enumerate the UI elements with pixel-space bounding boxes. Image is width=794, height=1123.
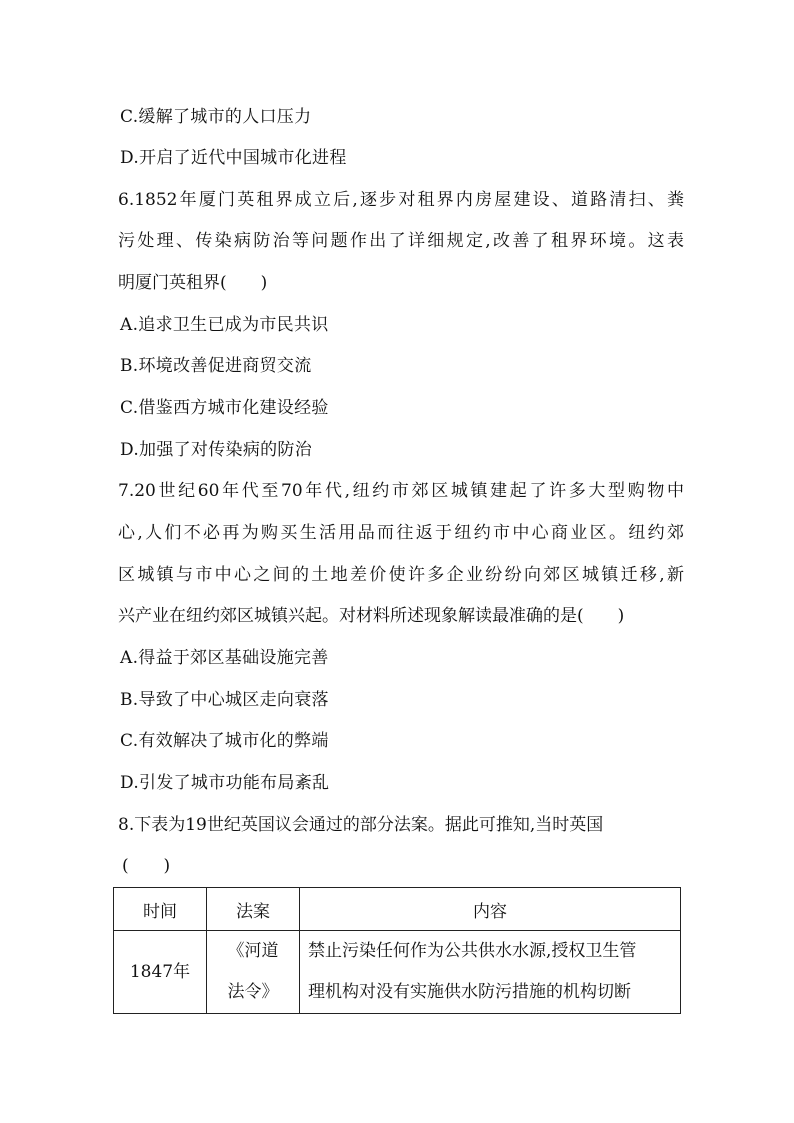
header-time: 时间 — [114, 888, 207, 931]
cell-law-line-2: 法令》 — [227, 982, 279, 1002]
q7-option-a: A.得益于郊区基础设施完善 — [120, 648, 329, 668]
header-content: 内容 — [300, 888, 681, 931]
q7-option-c: C.有效解决了城市化的弊端 — [120, 731, 329, 751]
q6-option-a: A.追求卫生已成为市民共识 — [120, 315, 329, 335]
q7-option-d: D.引发了城市功能布局紊乱 — [120, 773, 330, 793]
q6-stem-line-3: 明厦门英租界( ) — [118, 273, 268, 293]
q7-stem-line-1: 7.20世纪60年代至70年代,纽约市郊区城镇建起了许多大型购物中 — [118, 481, 684, 501]
q6-option-d: D.加强了对传染病的防治 — [120, 440, 313, 460]
cell-law-line-1: 《河道 — [227, 941, 279, 961]
table-row — [114, 931, 681, 1014]
cell-time — [114, 931, 207, 1014]
q7-stem-line-3: 区城镇与市中心之间的土地差价使许多企业纷纷向郊区城镇迁移,新 — [118, 565, 684, 585]
q7-option-b: B.导致了中心城区走向衰落 — [120, 690, 329, 710]
q7-stem-line-4: 兴产业在纽约郊区城镇兴起。对材料所述现象解读最准确的是( ) — [118, 606, 625, 626]
q8-stem-line-1: 8.下表为19世纪英国议会通过的部分法案。据此可推知,当时英国 — [118, 815, 604, 835]
law-table — [113, 887, 681, 1014]
q5-option-d: D.开启了近代中国城市化进程 — [120, 148, 347, 168]
cell-law — [207, 931, 300, 1014]
cell-content-line-1: 禁止污染任何作为公共供水水源,授权卫生管 — [308, 941, 637, 961]
q6-stem-line-2: 污处理、传染病防治等问题作出了详细规定,改善了租界环境。这表 — [118, 231, 684, 251]
q5-option-c: C.缓解了城市的人口压力 — [120, 107, 312, 127]
header-law: 法案 — [207, 888, 300, 931]
q7-stem-line-2: 心,人们不必再为购买生活用品而往返于纽约市中心商业区。纽约郊 — [118, 523, 684, 543]
q6-option-b: B.环境改善促进商贸交流 — [120, 356, 312, 376]
q8-stem-line-2: ( ) — [122, 856, 171, 876]
cell-time-text: 1847年 — [129, 961, 191, 982]
q6-stem-line-1: 6.1852年厦门英租界成立后,逐步对租界内房屋建设、道路清扫、粪 — [118, 190, 684, 210]
law-table-header-row — [114, 888, 681, 931]
q6-option-c: C.借鉴西方城市化建设经验 — [120, 398, 329, 418]
cell-content — [300, 931, 681, 1014]
cell-content-line-2: 理机构对没有实施供水防污措施的机构切断 — [308, 982, 631, 1002]
